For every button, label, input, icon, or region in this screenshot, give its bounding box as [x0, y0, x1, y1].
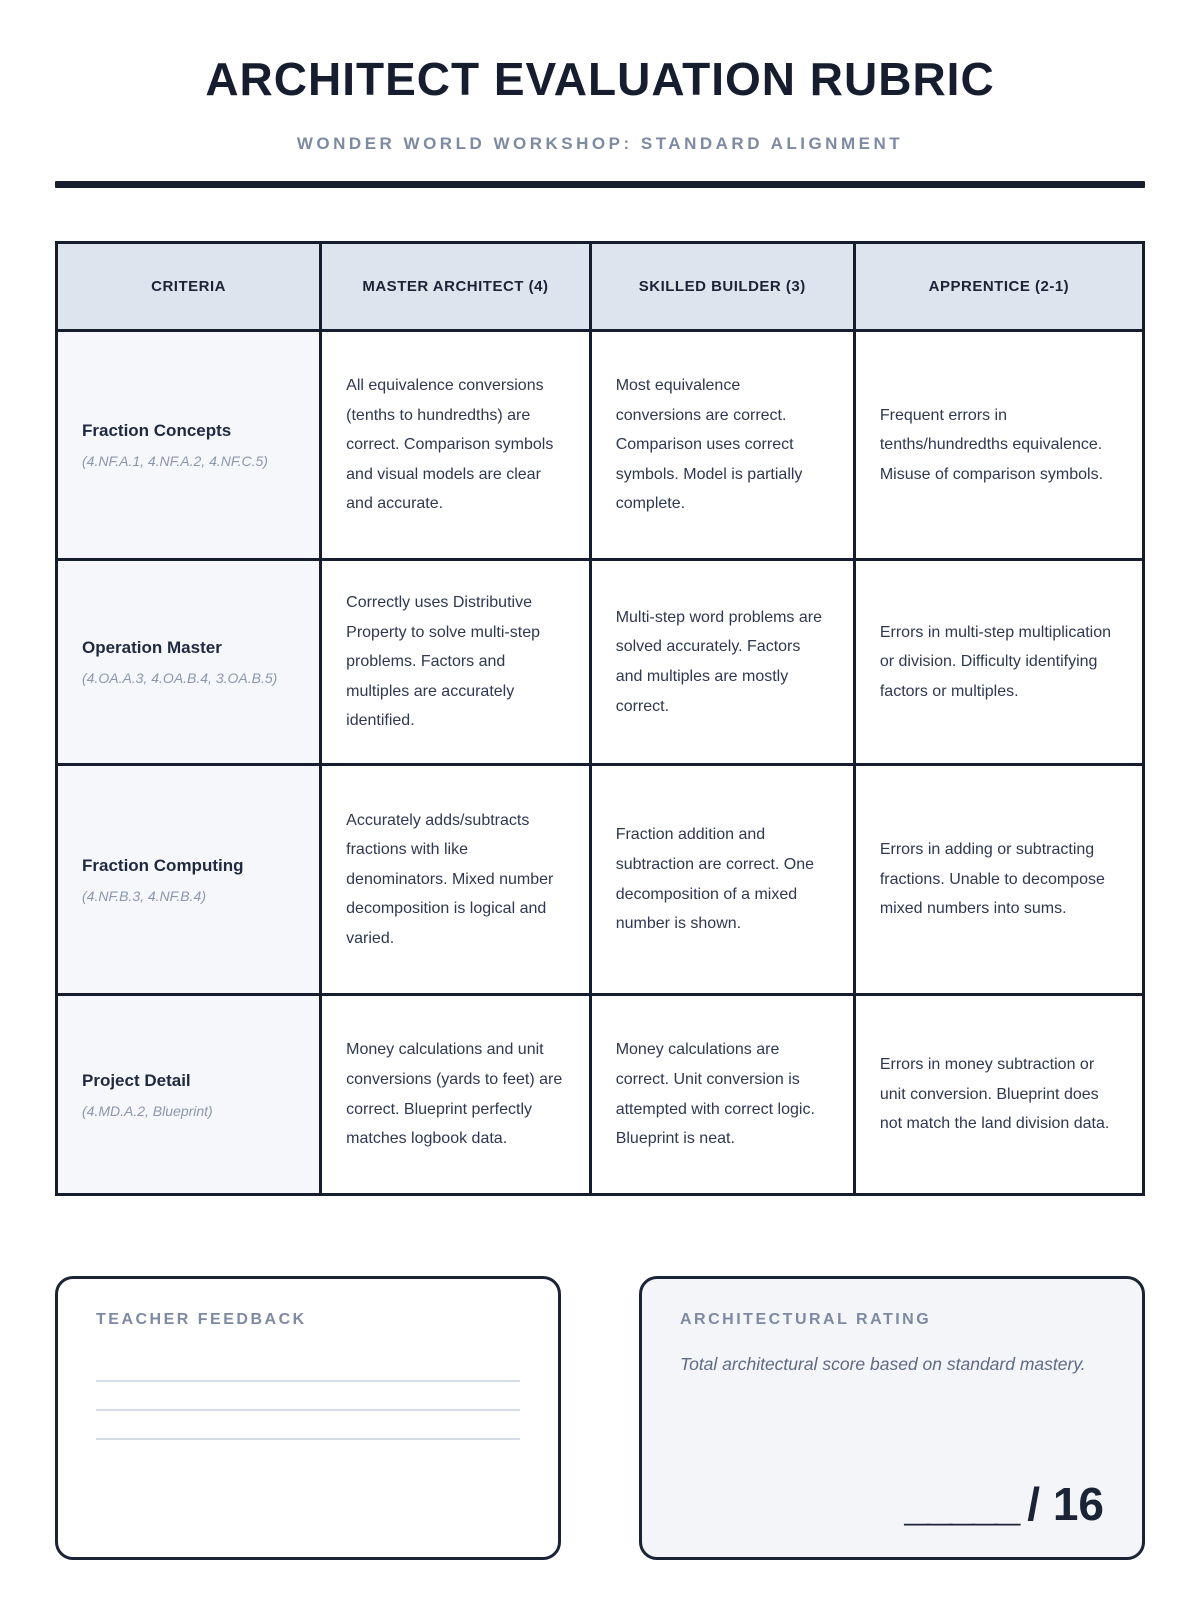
cell-master: Correctly uses Distributive Property to solve multi-step problems. Factors and multiples are accurately identified. — [321, 560, 591, 765]
criteria-title: Project Detail — [82, 1070, 191, 1090]
criteria-cell-fraction-concepts — [57, 331, 321, 560]
cell-apprentice: Errors in money subtraction or unit conversion. Blueprint does not match the land division data. — [854, 995, 1143, 1195]
cell-skilled: Multi-step word problems are solved accurately. Factors and multiples are mostly correct. — [590, 560, 854, 765]
feedback-line — [96, 1353, 520, 1382]
cell-skilled: Most equivalence conversions are correct. Comparison uses correct symbols. Model is partially complete. — [590, 331, 854, 560]
table-row — [57, 331, 1144, 560]
header-criteria: CRITERIA — [57, 243, 321, 331]
bottom-section — [55, 1276, 1145, 1560]
criteria-standards: (4.NF.A.1, 4.NF.A.2, 4.NF.C.5) — [82, 453, 268, 469]
cell-skilled: Money calculations are correct. Unit conversion is attempted with correct logic. Blueprint is neat. — [590, 995, 854, 1195]
feedback-line — [96, 1382, 520, 1411]
table-row — [57, 560, 1144, 765]
cell-master: All equivalence conversions (tenths to hundredths) are correct. Comparison symbols and visual models are clear and accurate. — [321, 331, 591, 560]
cell-skilled: Fraction addition and subtraction are correct. One decomposition of a mixed number is shown. — [590, 765, 854, 995]
feedback-line — [96, 1411, 520, 1440]
header-divider — [55, 181, 1145, 188]
header-master-architect: MASTER ARCHITECT (4) — [321, 243, 591, 331]
criteria-standards: (4.NF.B.3, 4.NF.B.4) — [82, 887, 206, 904]
table-row — [57, 765, 1144, 995]
cell-master: Money calculations and unit conversions (yards to feet) are correct. Blueprint perfectly matches logbook data. — [321, 995, 591, 1195]
score-line — [904, 1478, 1104, 1530]
criteria-title: Fraction Computing — [82, 855, 244, 875]
page-subtitle: WONDER WORLD WORKSHOP: STANDARD ALIGNMENT — [296, 134, 904, 153]
page-header — [55, 0, 1145, 188]
table-row — [57, 995, 1144, 1195]
criteria-cell-operation-master — [57, 560, 321, 765]
score-blank: _____ — [904, 1478, 1018, 1530]
rating-description: Total architectural score based on standard mastery. — [680, 1354, 1086, 1374]
header-skilled-builder: SKILLED BUILDER (3) — [590, 243, 854, 331]
criteria-title: Fraction Concepts — [82, 421, 232, 440]
cell-apprentice: Frequent errors in tenths/hundredths equivalence. Misuse of comparison symbols. — [854, 331, 1143, 560]
feedback-write-lines — [96, 1353, 520, 1440]
teacher-feedback-title: TEACHER FEEDBACK — [96, 1311, 307, 1328]
page-title: ARCHITECT EVALUATION RUBRIC — [205, 53, 995, 105]
criteria-cell-project-detail — [57, 995, 321, 1195]
criteria-cell-fraction-computing — [57, 765, 321, 995]
cell-master: Accurately adds/subtracts fractions with like denominators. Mixed number decomposition is logical and varied. — [321, 765, 591, 995]
score-total: / 16 — [1027, 1478, 1104, 1530]
criteria-standards: (4.MD.A.2, Blueprint) — [82, 1102, 213, 1119]
criteria-title: Operation Master — [82, 638, 222, 657]
cell-apprentice: Errors in multi-step multiplication or division. Difficulty identifying factors or multiples. — [854, 560, 1143, 765]
architectural-rating-title: ARCHITECTURAL RATING — [680, 1311, 932, 1328]
rubric-table — [55, 241, 1145, 1196]
criteria-standards: (4.OA.A.3, 4.OA.B.4, 3.OA.B.5) — [82, 670, 278, 686]
teacher-feedback-box — [55, 1276, 561, 1560]
rubric-page — [55, 0, 1145, 1560]
cell-apprentice: Errors in adding or subtracting fractions. Unable to decompose mixed numbers into sums. — [854, 765, 1143, 995]
header-apprentice: APPRENTICE (2-1) — [854, 243, 1143, 331]
architectural-rating-box — [639, 1276, 1145, 1560]
table-header-row — [57, 243, 1144, 331]
